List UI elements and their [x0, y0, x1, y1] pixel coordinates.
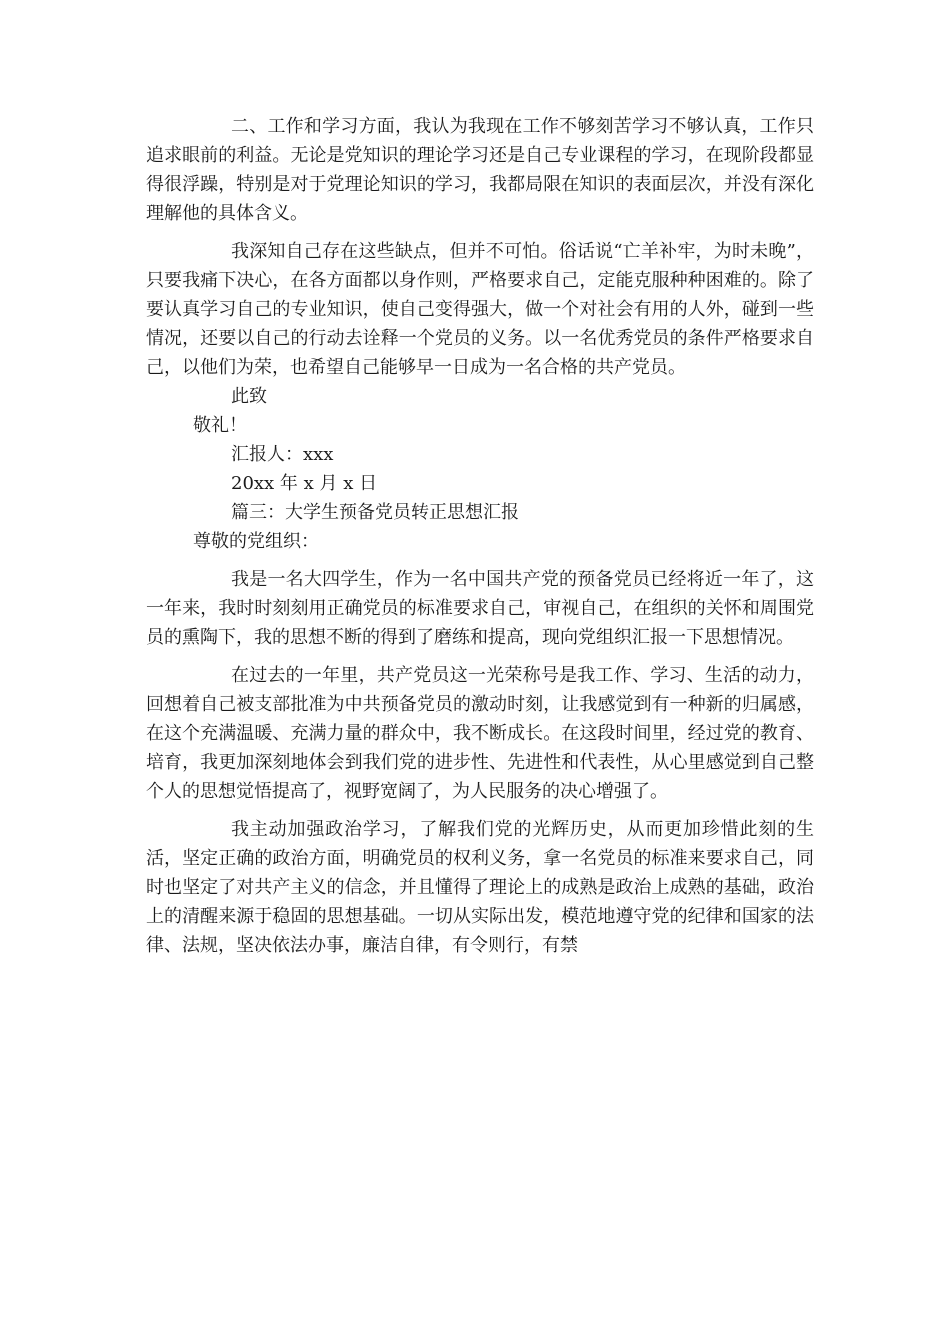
- paragraph-work-study: 二、工作和学习方面，我认为我现在工作不够刻苦学习不够认真，工作只追求眼前的利益。无论是党知识的理论学习还是自己专业课程的学习，在现阶段都显得很浮躁，特别是对于党理论知识的学习，我都局限在知识的表面层次，并没有深化理解他的具体含义。: [146, 116, 814, 224]
- date-line: 20xx 年 x 月 x 日: [231, 473, 378, 494]
- document-page: [146, 112, 814, 960]
- salute-line: 敬礼！: [193, 415, 247, 436]
- paragraph-intro: 我是一名大四学生，作为一名中国共产党的预备党员已经将近一年了，这一年来，我时时刻刻用正确党员的标准要求自己，审视自己，在组织的关怀和周围党员的熏陶下，我的思想不断的得到了磨练和提高，现向党组织汇报一下思想情况。: [146, 569, 814, 648]
- section-title: 篇三：大学生预备党员转正思想汇报: [231, 502, 519, 523]
- reporter-line: 汇报人：xxx: [231, 444, 334, 465]
- paragraph-shortcomings: 我深知自己存在这些缺点，但并不可怕。俗话说“亡羊补牢，为时未晚”，只要我痛下决心，在各方面都以身作则，严格要求自己，定能克服种种困难的。除了要认真学习自己的专业知识，使自己变得强大，做一个对社会有用的人外，碰到一些情况，还要以自己的行动去诠释一个党员的义务。以一名优秀党员的条件严格要求自己，以他们为荣，也希望自己能够早一日成为一名合格的共产党员。: [146, 241, 814, 378]
- greeting-line: 尊敬的党组织：: [193, 531, 319, 552]
- paragraph-past-year: 在过去的一年里，共产党员这一光荣称号是我工作、学习、生活的动力，回想着自己被支部批准为中共预备党员的激动时刻，让我感觉到有一种新的归属感，在这个充满温暖、充满力量的群众中，我不断成长。在这段时间里，经过党的教育、培育，我更加深刻地体会到我们党的进步性、先进性和代表性，从心里感觉到自己整个人的思想觉悟提高了，视野宽阔了，为人民服务的决心增强了。: [146, 665, 814, 802]
- paragraph-political-study: 我主动加强政治学习，了解我们党的光辉历史，从而更加珍惜此刻的生活，坚定正确的政治方面，明确党员的权利义务，拿一名党员的标准来要求自己，同时也坚定了对共产主义的信念，并且懂得了理论上的成熟是政治上成熟的基础，政治上的清醒来源于稳固的思想基础。一切从实际出发，模范地遵守党的纪律和国家的法律、法规，坚决依法办事，廉洁自律，有令则行，有禁: [146, 819, 814, 956]
- closing-line: 此致: [231, 386, 267, 407]
